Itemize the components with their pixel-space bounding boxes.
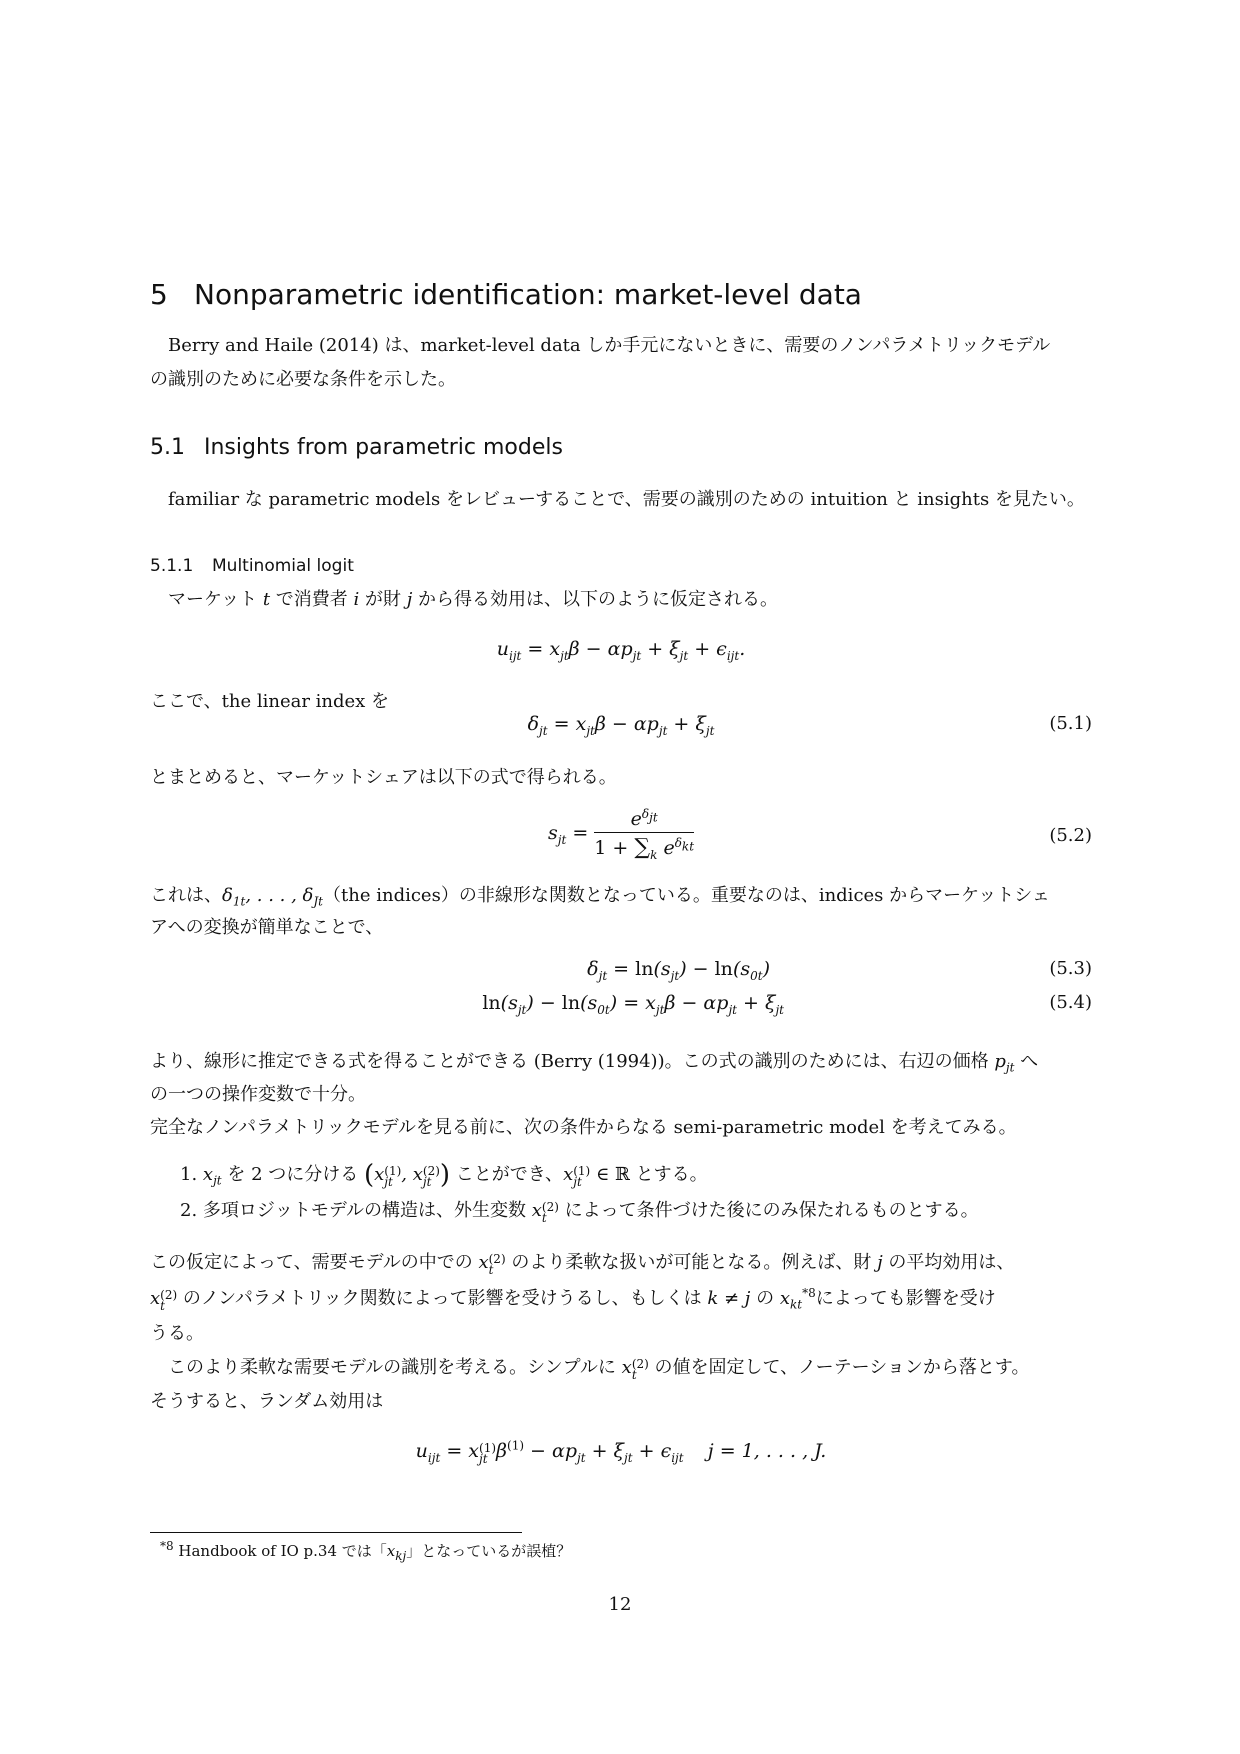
page-number: 12 [608,1594,632,1615]
indices-text-line2: アへの変換が簡単なことで、 [150,917,384,938]
random-utility-intro-line1: このより柔軟な需要モデルの識別を考える。シンプルに x(2) t の値を固定して、ノーテーションから落とす。 [168,1357,1030,1382]
section-heading [150,278,862,311]
equation-5-2: $s_{jt}$ = $\frac{e^{\delta_{jt}}}{1 + \sum_k e^{\delta_{kt}}}$ [547,806,695,862]
indices-text-line1: これは、$\delta_{1t}$, . . . , $\delta_{Jt}(the$ indices）の非線形な関数となっている。重要なのは、indices からマーケットシェ [150,885,1050,909]
assumption-list-item-2: 2. 多項ロジットモデルの構造は、外生変数 x(2) t によって条件づけた後にのみ保たれるものとする。 [180,1200,979,1225]
equation-5-3-number: (5.3) [1049,958,1092,979]
subsection-heading [150,435,563,460]
equation-5-2-number: (5.2) [1049,825,1092,846]
utility-equation: $u_{ijt} = x_{jt}\beta - \alpha p_{jt} + \xi_{jt} + \epsilon_{ijt}$. [496,638,746,663]
footnote-mark-ref: *8 [802,1286,816,1300]
subsection-title: Insights from parametric models [204,435,563,460]
equation-5-4-number: (5.4) [1049,992,1092,1013]
equation-5-1: $\delta_{jt} = x_{jt}\beta - \alpha p_{jt} + \xi_{jt}$ [527,713,715,738]
section-number: 5 [150,278,168,311]
subsubsection-title: Multinomial logit [212,556,354,576]
semiparametric-intro: 完全なノンパラメトリックモデルを見る前に、次の条件からなる semi-parametric model を考えてみる。 [150,1117,1017,1138]
equation-5-1-number: (5.1) [1049,713,1092,734]
utility-intro: マーケット t で消費者 i が財 j から得る効用は、以下のように仮定される。 [168,589,779,610]
footnote-rule [150,1532,522,1533]
equation-5-4: $\ln(s_{jt}) - \ln(s_{0t}) = x_{jt}\beta - \alpha p_{jt} + \xi_{jt}$ [482,992,784,1017]
section-intro-line1: Berry and Haile (2014) は、market-level data しか手元にないときに、需要のノンパラメトリックモデル [168,335,1051,356]
subsection-number: 5.1 [150,435,185,460]
random-utility-equation: $u_{ijt} = x(1)$ jt $\beta^{(1)} - \alpha p_{jt} + \xi_{jt} + \epsilon_{ijt}$ j = 1, . . . , J. [415,1438,827,1466]
flexibility-text-line3: うる。 [150,1323,204,1344]
subsubsection-number: 5.1.1 [150,556,194,576]
estimation-text-line1: より、線形に推定できる式を得ることができる (Berry (1994))。この式の識別のためには、右辺の価格 $p_{jt}$ へ [150,1051,1039,1075]
section-title: Nonparametric identification: market-level data [194,278,862,311]
equation-5-3: $\delta_{jt} = \ln(s_{jt}) - \ln(s_{0t})$ [587,958,770,983]
linear-index-intro: ここで、the linear index を [150,691,390,712]
market-share-intro: とまとめると、マーケットシェアは以下の式で得られる。 [150,767,617,788]
random-utility-intro-line2: そうすると、ランダム効用は [150,1391,384,1412]
footnote: $^{*8}$ Handbook of IO p.34 では「$x_{kj}$」となっているが誤植？ [160,1539,572,1563]
flexibility-text-line2: x(2) t のノンパラメトリック関数によって影響を受けうるし、もしくは k ≠ j の $x_{kt}^{*8}$によっても影響を受け [150,1286,996,1313]
flexibility-text-line1: この仮定によって、需要モデルの中での x(2) t のより柔軟な扱いが可能となる。例えば、財 j の平均効用は、 [150,1252,1015,1277]
subsubsection-heading [150,556,354,576]
share-fraction: $\frac{e^{\delta_{jt}}}{1 + \sum_k e^{\delta_{kt}}}$ [594,806,695,862]
assumption-list-item-1: 1. $x_{jt}$ を 2 つに分ける (x(1) jt , x(2) jt ) ことができ、x(1) jt ∈ ℝ とする。 [180,1160,708,1190]
estimation-text-line2: の一つの操作変数で十分。 [150,1084,366,1105]
subsection-intro: familiar な parametric models をレビューすることで、需要の識別のための intuition と insights を見たい。 [168,489,1085,510]
section-intro-line2: の識別のために必要な条件を示した。 [150,369,456,390]
